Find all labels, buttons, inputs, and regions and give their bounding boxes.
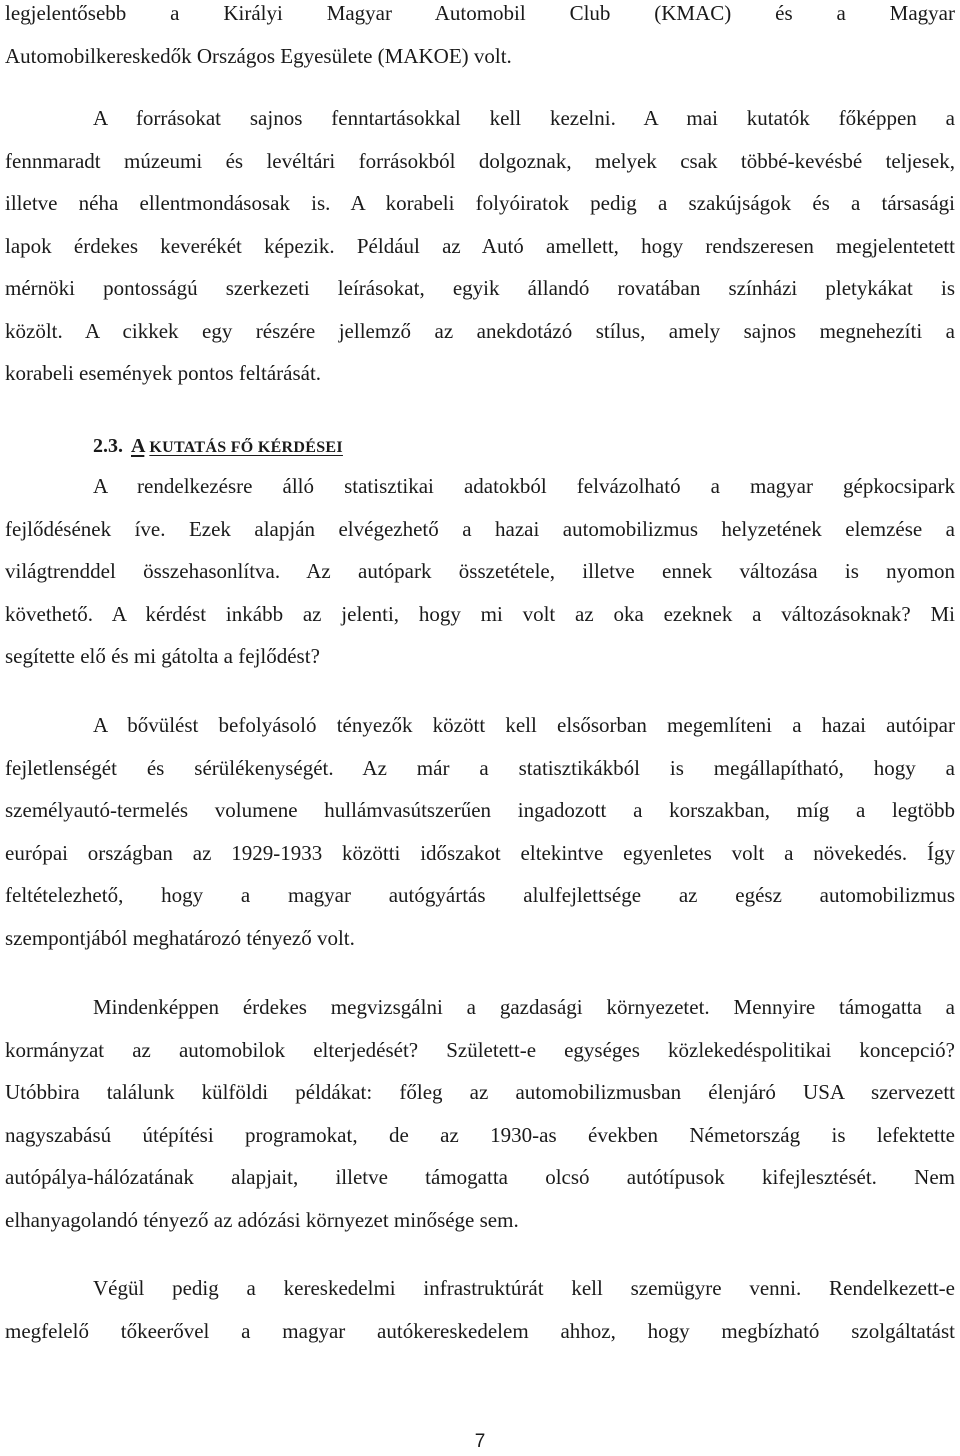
- section-title: KUTATÁS FŐ KÉRDÉSEI: [149, 439, 343, 456]
- text-line: Végül pedig a kereskedelmi infrastruktúrát kell szemügyre venni. Rendelkezett-e: [93, 1276, 955, 1300]
- text-line: Mindenképpen érdekes megvizsgálni a gazdasági környezetet. Mennyire támogatta a: [93, 995, 955, 1019]
- text-line: A rendelkezésre álló statisztikai adatokból felvázolható a magyar gépkocsipark: [93, 474, 955, 498]
- text-line: kormányzat az automobilok elterjedését? Született-e egységes közlekedéspolitikai koncepció?: [5, 1037, 955, 1062]
- text-line: illetve néha ellentmondásosak is. A korabeli folyóiratok pedig a szakújságok és a társasági: [5, 191, 955, 215]
- text-line: elhanyagolandó tényező az adózási környezet minősége sem.: [5, 1207, 519, 1232]
- text-line: A forrásokat sajnos fenntartásokkal kell kezelni. A mai kutatók főképpen a: [93, 106, 955, 130]
- text-line: közölt. A cikkek egy részére jellemző az anekdotázó stílus, amely sajnos megnehezíti a: [5, 318, 955, 343]
- section-heading: [93, 428, 343, 466]
- intro-paragraph: [5, 0, 955, 77]
- page-number: 7: [474, 1431, 486, 1452]
- text-line: lapok érdekes keverékét képezik. Például az Autó amellett, hogy rendszeresen megjelentetett: [5, 233, 955, 258]
- text-line: európai országban az 1929-1933 közötti időszakot eltekintve egyenletes volt a növekedés. Így: [5, 840, 955, 865]
- text-line: személyautó-termelés volumene hullámvasútszerűen ingadozott a korszakban, míg a legtöbb: [5, 798, 955, 822]
- text-line: feltételezhető, hogy a magyar autógyártás alulfejlettsége az egész automobilizmus: [5, 883, 955, 907]
- text-line: legjelentősebb a Királyi Magyar Automobil Club (KMAC) és a Magyar: [5, 1, 955, 25]
- text-line: nagyszabású útépítési programokat, de az 1930-as években Németország is lefektette: [5, 1122, 955, 1147]
- text-line: követhető. A kérdést inkább az jelenti, hogy mi volt az oka ezeknek a változásoknak? Mi: [5, 601, 955, 626]
- text-line: világtrenddel összehasonlítva. Az autópark összetétele, illetve ennek változása is nyomon: [5, 559, 955, 583]
- text-line: mérnöki pontosságú szerkezeti leírásokat, egyik állandó rovatában színházi pletykákat is: [5, 276, 955, 300]
- text-line: szempontjából meghatározó tényező volt.: [5, 925, 355, 950]
- text-line: megfelelő tőkeerővel a magyar autókereskedelem ahhoz, hogy megbízható szolgáltatást: [5, 1318, 955, 1343]
- text-line: segítette elő és mi gátolta a fejlődést?: [5, 644, 320, 668]
- section-number: 2.3.: [93, 435, 123, 457]
- text-line: korabeli események pontos feltárását.: [5, 361, 322, 385]
- sources-paragraph: [5, 97, 955, 395]
- trade-paragraph: [5, 1267, 955, 1352]
- text-line: Utóbbira találunk külföldi példákat: főleg az automobilizmusban élenjáró USA szervezett: [5, 1080, 955, 1104]
- economy-paragraph: [5, 986, 955, 1241]
- text-line: autópálya-hálózatának alapjait, illetve támogatta olcsó autótípusok kifejlesztését. Nem: [5, 1165, 955, 1189]
- text-line: Automobilkereskedők Országos Egyesülete (MAKOE) volt.: [5, 43, 512, 68]
- questions-paragraph: [5, 465, 955, 678]
- text-line: fejletlenségét és sérülékenységét. Az már a statisztikákból is megállapítható, hogy a: [5, 755, 955, 780]
- section-title-initial: A: [131, 435, 145, 457]
- factors-paragraph: [5, 704, 955, 959]
- text-line: fejlődésének íve. Ezek alapján elvégezhető a hazai automobilizmus helyzetének elemzése a: [5, 516, 955, 541]
- text-line: fennmaradt múzeumi és levéltári forrásokból dolgoznak, melyek csak többé-kevésbé teljesek,: [5, 148, 955, 173]
- text-line: A bővülést befolyásoló tényezők között kell elsősorban megemlíteni a hazai autóipar: [93, 713, 955, 737]
